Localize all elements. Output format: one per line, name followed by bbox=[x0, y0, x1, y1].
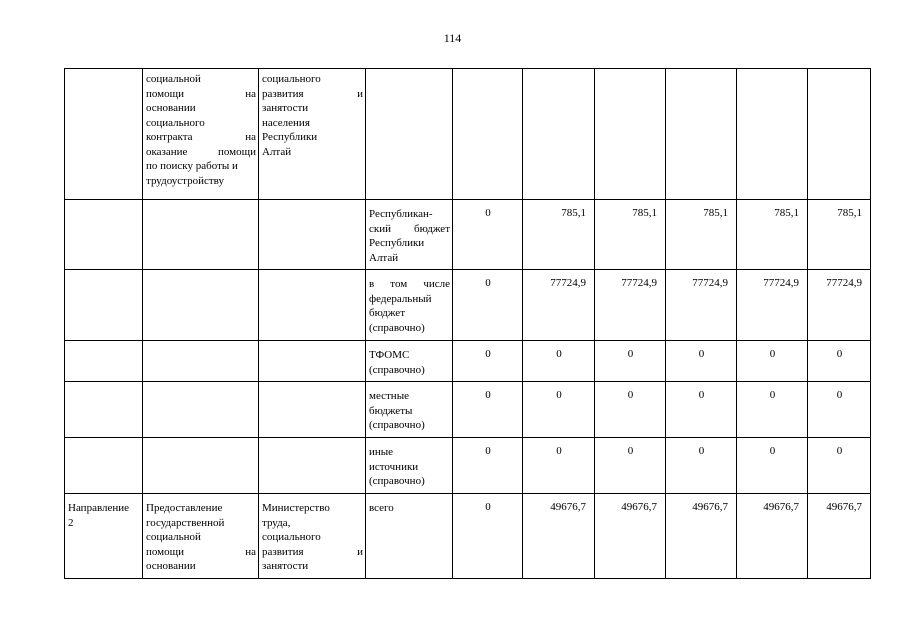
cell-value: 77724,9 bbox=[808, 270, 871, 341]
cell-empty bbox=[143, 200, 259, 270]
cell-empty bbox=[65, 341, 143, 382]
text-line: Республики bbox=[262, 131, 318, 143]
table-row-direction-2 bbox=[65, 494, 871, 579]
cell-value: 49676,7 bbox=[595, 494, 666, 579]
cell-value: 49676,7 bbox=[666, 494, 737, 579]
cell-value: 0 bbox=[737, 438, 808, 494]
text-line: Направление bbox=[68, 502, 130, 514]
text-line: (справочно) bbox=[369, 363, 425, 376]
cell-empty bbox=[737, 69, 808, 200]
cell-value: 0 bbox=[595, 382, 666, 438]
text-line: Предоставление bbox=[146, 502, 223, 514]
text-line: бюджеты bbox=[369, 404, 413, 417]
cell-value: 0 bbox=[808, 438, 871, 494]
cell-empty bbox=[259, 438, 366, 494]
cell-empty bbox=[259, 200, 366, 270]
text-line: по поиску работы и bbox=[146, 160, 238, 172]
table-row-continued bbox=[65, 69, 871, 200]
cell-value: 0 bbox=[453, 200, 523, 270]
cell-empty bbox=[65, 69, 143, 200]
text-line: государственной bbox=[146, 516, 225, 529]
cell-funding-source bbox=[366, 200, 453, 270]
text-line: населения bbox=[262, 116, 310, 129]
text-line: (справочно) bbox=[369, 475, 425, 487]
text-line: Республикан- bbox=[369, 208, 433, 220]
table-row-tfoms bbox=[65, 341, 871, 382]
cell-value: 49676,7 bbox=[737, 494, 808, 579]
cell-empty bbox=[666, 69, 737, 200]
cell-value: 77724,9 bbox=[523, 270, 595, 341]
cell-value: 0 bbox=[808, 382, 871, 438]
cell-funding-source bbox=[366, 382, 453, 438]
cell-measure-name bbox=[143, 494, 259, 579]
text-line: федеральный bbox=[369, 292, 432, 305]
cell-empty bbox=[259, 341, 366, 382]
cell-empty bbox=[259, 270, 366, 341]
text-line: помощи на bbox=[146, 87, 256, 100]
table-row-other-sources bbox=[65, 438, 871, 494]
text-line: бюджет bbox=[369, 307, 405, 319]
cell-value: 77724,9 bbox=[666, 270, 737, 341]
text-line: Алтай bbox=[262, 145, 292, 158]
cell-value: 49676,7 bbox=[523, 494, 595, 579]
cell-empty bbox=[595, 69, 666, 200]
cell-empty bbox=[366, 69, 453, 200]
cell-value: 0 bbox=[453, 270, 523, 341]
text-line: источники bbox=[369, 460, 419, 473]
cell-empty bbox=[259, 382, 366, 438]
cell-empty bbox=[65, 200, 143, 270]
cell-value: 0 bbox=[523, 382, 595, 438]
cell-direction-label bbox=[65, 494, 143, 579]
cell-funding-source bbox=[366, 341, 453, 382]
cell-empty bbox=[143, 270, 259, 341]
cell-empty bbox=[143, 438, 259, 494]
cell-empty bbox=[523, 69, 595, 200]
cell-value: 0 bbox=[666, 341, 737, 382]
text-line: развития и bbox=[262, 87, 363, 100]
table-row-federal-budget bbox=[65, 270, 871, 341]
text-line: Алтай bbox=[369, 251, 399, 264]
cell-empty bbox=[143, 382, 259, 438]
cell-empty bbox=[65, 270, 143, 341]
cell-funding-source bbox=[366, 438, 453, 494]
text-line: основании bbox=[146, 102, 196, 114]
cell-funding-source: всего bbox=[366, 494, 453, 579]
cell-value: 785,1 bbox=[523, 200, 595, 270]
cell-value: 0 bbox=[523, 438, 595, 494]
cell-value: 0 bbox=[453, 438, 523, 494]
text-line: Министерство bbox=[262, 502, 330, 514]
table-row-republic-budget bbox=[65, 200, 871, 270]
budget-table bbox=[64, 68, 871, 579]
text-line: трудоустройству bbox=[146, 174, 224, 187]
cell-value: 785,1 bbox=[737, 200, 808, 270]
text-line: развития и bbox=[262, 545, 363, 558]
text-line: контракта на bbox=[146, 131, 256, 143]
cell-value: 0 bbox=[453, 382, 523, 438]
cell-value: 0 bbox=[737, 341, 808, 382]
cell-value: 77724,9 bbox=[737, 270, 808, 341]
text-line: труда, bbox=[262, 516, 291, 529]
text-line: 2 bbox=[68, 516, 74, 529]
text-line: социальной bbox=[146, 531, 201, 543]
cell-empty bbox=[453, 69, 523, 200]
text-line: в том числе bbox=[369, 278, 450, 290]
cell-value: 0 bbox=[666, 382, 737, 438]
cell-executor bbox=[259, 494, 366, 579]
cell-value: 0 bbox=[595, 438, 666, 494]
cell-measure-name bbox=[143, 69, 259, 200]
cell-funding-source bbox=[366, 270, 453, 341]
cell-value: 0 bbox=[453, 494, 523, 579]
cell-value: 0 bbox=[595, 341, 666, 382]
cell-value: 0 bbox=[666, 438, 737, 494]
text-line: социальной bbox=[146, 73, 201, 85]
text-line: местные bbox=[369, 390, 409, 402]
text-line: основании bbox=[146, 560, 196, 572]
cell-empty bbox=[65, 382, 143, 438]
text-line: социального bbox=[262, 531, 321, 543]
cell-executor bbox=[259, 69, 366, 200]
text-line: социального bbox=[146, 116, 205, 129]
text-line: занятости bbox=[262, 102, 309, 114]
text-line: занятости bbox=[262, 560, 309, 572]
cell-value: 0 bbox=[523, 341, 595, 382]
cell-value: 785,1 bbox=[595, 200, 666, 270]
cell-empty bbox=[65, 438, 143, 494]
text-line: (справочно) bbox=[369, 321, 425, 334]
cell-value: 0 bbox=[453, 341, 523, 382]
cell-empty bbox=[143, 341, 259, 382]
cell-value: 49676,7 bbox=[808, 494, 871, 579]
text-line: оказание помощи bbox=[146, 145, 256, 158]
text-line: ТФОМС bbox=[369, 349, 410, 361]
cell-empty bbox=[808, 69, 871, 200]
cell-value: 77724,9 bbox=[595, 270, 666, 341]
cell-value: 0 bbox=[737, 382, 808, 438]
text-line: помощи на bbox=[146, 545, 256, 558]
page-number: 114 bbox=[443, 31, 462, 45]
cell-value: 785,1 bbox=[808, 200, 871, 270]
cell-value: 0 bbox=[808, 341, 871, 382]
text-line: ский бюджет bbox=[369, 222, 450, 235]
text-line: иные bbox=[369, 446, 394, 458]
table-row-local-budgets bbox=[65, 382, 871, 438]
text-line: Республики bbox=[369, 237, 425, 249]
text-line: социального bbox=[262, 73, 321, 85]
cell-value: 785,1 bbox=[666, 200, 737, 270]
text-line: (справочно) bbox=[369, 419, 425, 431]
